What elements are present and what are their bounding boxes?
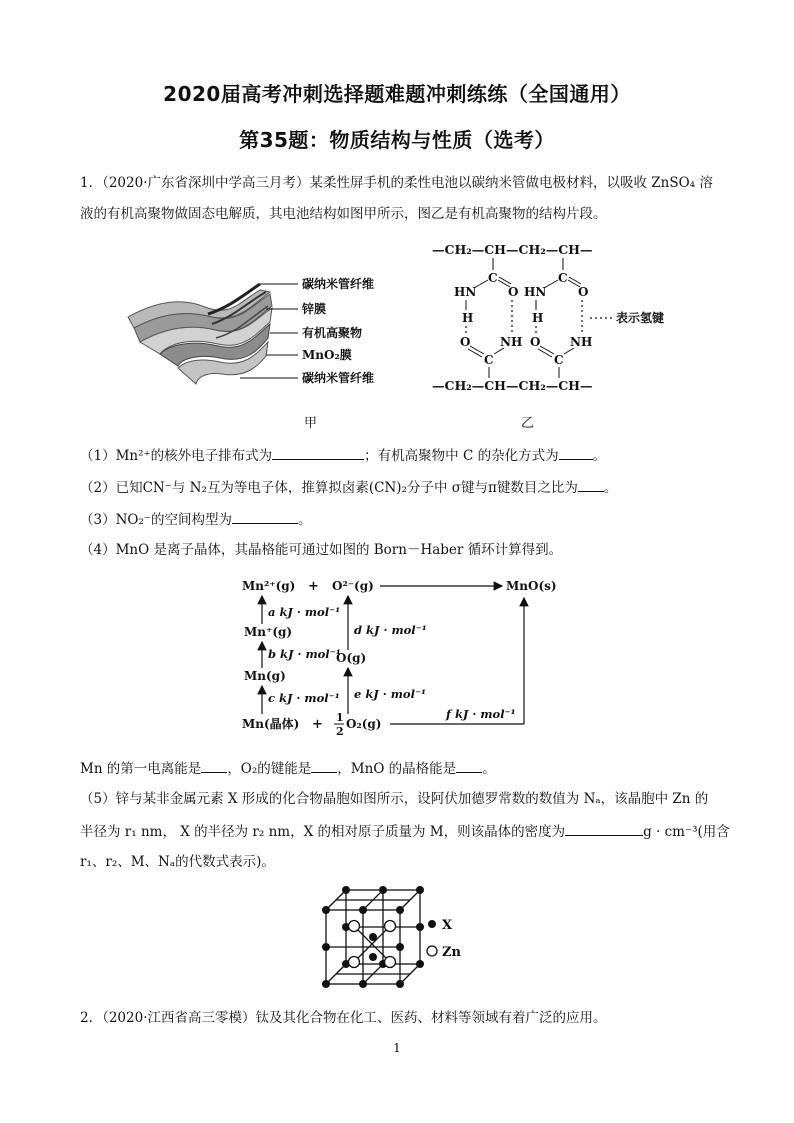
part-5-line1: （5）锌与某非金属元素 X 形成的化合物晶胞如图所示，设阿伏加德罗常数的数值为 Nₐ，该晶胞中 Zn 的	[80, 791, 709, 807]
o-2: O	[578, 285, 589, 299]
battery-layers	[128, 284, 272, 384]
energy-f: f kJ · mol⁻¹	[446, 707, 516, 721]
battery-label-3: 有机高聚物	[302, 326, 363, 340]
o-1: O	[508, 285, 519, 299]
energy-d: d kJ · mol⁻¹	[354, 623, 427, 637]
species-mn-crystal: Mn(晶体)	[242, 717, 300, 731]
species-og: O(g)	[336, 651, 367, 665]
answer-blank[interactable]	[272, 445, 364, 460]
hydrogen-bond-label: 表示氢键	[616, 311, 665, 325]
species-mno: MnO(s)	[506, 579, 557, 593]
figure-jia-caption: 甲	[304, 416, 318, 431]
species-o2g: O₂(g)	[346, 717, 382, 731]
battery-label-2: 锌膜	[302, 302, 327, 316]
part-5-line3: r₁、r₂、M、Nₐ的代数式表示)。	[80, 854, 275, 870]
page-title: 2020届高考冲刺选择题难题冲刺练练（全国通用）	[163, 82, 631, 106]
plus-sign-2: +	[312, 717, 323, 732]
part-5-line2: 半径为 r₁ nm， X 的半径为 r₂ nm，X 的相对原子质量为 M，则该晶体的密度为 g · cm⁻³(用含	[80, 821, 720, 842]
legend-x-label: X	[442, 918, 453, 933]
plus-sign: +	[308, 579, 319, 594]
answer-blank[interactable]	[578, 477, 604, 492]
h-1: H	[462, 311, 474, 325]
species-mnplus: Mn⁺(g)	[244, 625, 293, 639]
q1-intro-line2: 液的有机高聚物做固态电解质，其电池结构如图甲所示，图乙是有机高聚物的结构片段。	[80, 206, 607, 222]
part-1: （1）Mn²⁺的核外电子排布式为 ；有机高聚物中 C 的杂化方式为 。	[80, 445, 720, 466]
q2-intro: 2．（2020·江西省高三零模）钛及其化合物在化工、医药、材料等领域有着广泛的应用。	[80, 1010, 607, 1026]
energy-b: b kJ · mol⁻¹	[268, 647, 341, 661]
battery-structure-figure	[120, 262, 410, 397]
species-o2minus: O²⁻(g)	[332, 579, 374, 593]
hn-2: HN	[524, 285, 547, 299]
answer-blank[interactable]	[311, 758, 337, 773]
crystal-cell-figure	[318, 884, 478, 990]
answer-blank[interactable]	[456, 758, 482, 773]
polymer-top-chain: —CH₂—CH—CH₂—CH—	[432, 242, 593, 257]
figure-yi-caption: 乙	[521, 416, 535, 431]
carbonyl-c-3: C	[484, 353, 494, 367]
part-4: （4）MnO 是离子晶体，其晶格能可通过如图的 Born－Haber 循环计算得到。	[80, 542, 563, 558]
page-subtitle: 第35题：物质结构与性质（选考）	[239, 128, 555, 152]
part-3: （3）NO₂⁻的空间构型为 。	[80, 509, 720, 530]
battery-label-5: 碳纳米管纤维	[302, 371, 375, 385]
battery-label-4: MnO₂膜	[302, 348, 352, 362]
part-2: （2）已知CN⁻与 N₂互为等电子体，推算拟卤素(CN)₂分子中 σ键与π键数目之比为 。	[80, 477, 720, 498]
polymer-structure-figure	[432, 238, 702, 398]
q1-intro-line1: 1．（2020·广东省深圳中学高三月考）某柔性屏手机的柔性电池以碳纳米管做电极材料，以吸收 ZnSO₄ 溶	[80, 175, 713, 191]
carbonyl-c-2: C	[558, 271, 568, 285]
o-3: O	[460, 335, 471, 349]
answer-blank[interactable]	[565, 821, 643, 836]
part-4-answers: Mn 的第一电离能是 ，O₂的键能是 ，MnO 的晶格能是 。	[80, 758, 720, 779]
species-mn2plus: Mn²⁺(g)	[242, 579, 296, 593]
battery-label-1: 碳纳米管纤维	[302, 277, 375, 291]
answer-blank[interactable]	[232, 509, 298, 524]
born-haber-diagram	[240, 572, 560, 738]
answer-blank[interactable]	[201, 758, 227, 773]
answer-blank[interactable]	[559, 445, 593, 460]
nh-1: NH	[500, 335, 523, 349]
legend-zn-marker	[427, 946, 437, 956]
legend-zn-label: Zn	[442, 945, 461, 960]
carbonyl-c-1: C	[488, 271, 498, 285]
h-2: H	[532, 311, 544, 325]
carbonyl-c-4: C	[554, 353, 564, 367]
o-4: O	[530, 335, 541, 349]
half-denominator: 2	[336, 725, 344, 738]
energy-e: e kJ · mol⁻¹	[354, 687, 427, 701]
species-mng: Mn(g)	[244, 669, 286, 683]
half-numerator: 1	[336, 711, 344, 724]
nh-2: NH	[570, 335, 593, 349]
legend-x-marker	[428, 920, 436, 928]
polymer-bottom-chain: —CH₂—CH—CH₂—CH—	[432, 378, 593, 393]
energy-c: c kJ · mol⁻¹	[268, 691, 340, 705]
page-number: 1	[393, 1041, 401, 1055]
hn-1: HN	[454, 285, 477, 299]
energy-a: a kJ · mol⁻¹	[268, 605, 341, 619]
